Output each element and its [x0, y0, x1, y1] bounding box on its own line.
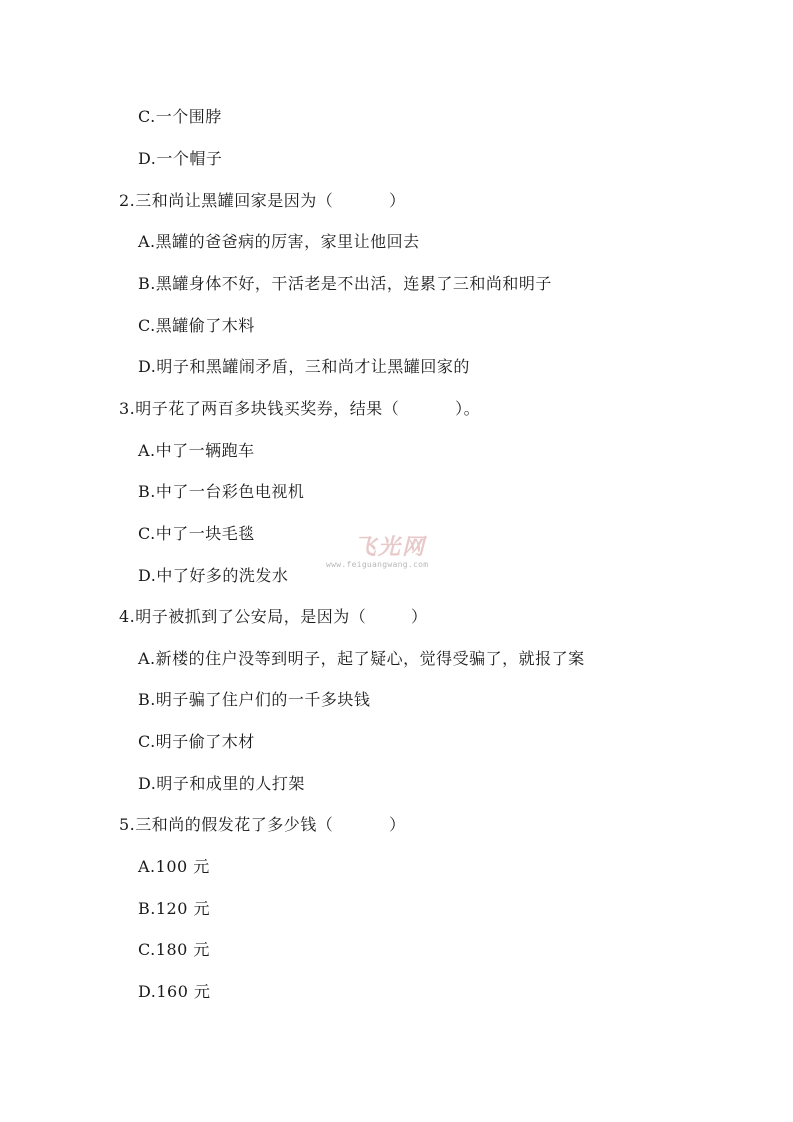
option-q3-a: A.中了一辆跑车	[138, 441, 255, 460]
option-q1-c: C.一个围脖	[138, 107, 222, 126]
question-3: 3.明子花了两百多块钱买奖券，结果（ ）。	[119, 399, 481, 418]
option-q2-c: C.黑罐偷了木料	[138, 316, 255, 335]
watermark-logo: 飞光网	[354, 535, 427, 560]
option-q5-b: B.120 元	[138, 899, 210, 918]
option-q4-b: B.明子骗了住户们的一千多块钱	[138, 690, 371, 709]
option-q5-c: C.180 元	[138, 940, 210, 959]
option-q2-b: B.黑罐身体不好，干活老是不出活，连累了三和尚和明子	[138, 274, 552, 293]
question-4: 4.明子被抓到了公安局，是因为（ ）	[119, 607, 428, 626]
watermark	[326, 530, 466, 586]
option-q4-c: C.明子偷了木材	[138, 732, 255, 751]
question-2: 2.三和尚让黑罐回家是因为（ ）	[119, 191, 406, 210]
option-q5-d: D.160 元	[138, 982, 211, 1001]
option-q2-a: A.黑罐的爸爸病的厉害，家里让他回去	[138, 232, 420, 251]
option-q3-c: C.中了一块毛毯	[138, 524, 255, 543]
question-5: 5.三和尚的假发花了多少钱（ ）	[119, 815, 406, 834]
option-q3-d: D.中了好多的洗发水	[138, 566, 289, 585]
option-q1-d: D.一个帽子	[138, 149, 223, 168]
option-q4-d: D.明子和成里的人打架	[138, 774, 305, 793]
option-q2-d: D.明子和黑罐闹矛盾，三和尚才让黑罐回家的	[138, 357, 470, 376]
option-q3-b: B.中了一台彩色电视机	[138, 482, 305, 501]
watermark-url: www.feiguangwang.com	[326, 560, 429, 569]
option-q5-a: A.100 元	[138, 857, 210, 876]
option-q4-a: A.新楼的住户没等到明子，起了疑心，觉得受骗了，就报了案	[138, 649, 585, 668]
